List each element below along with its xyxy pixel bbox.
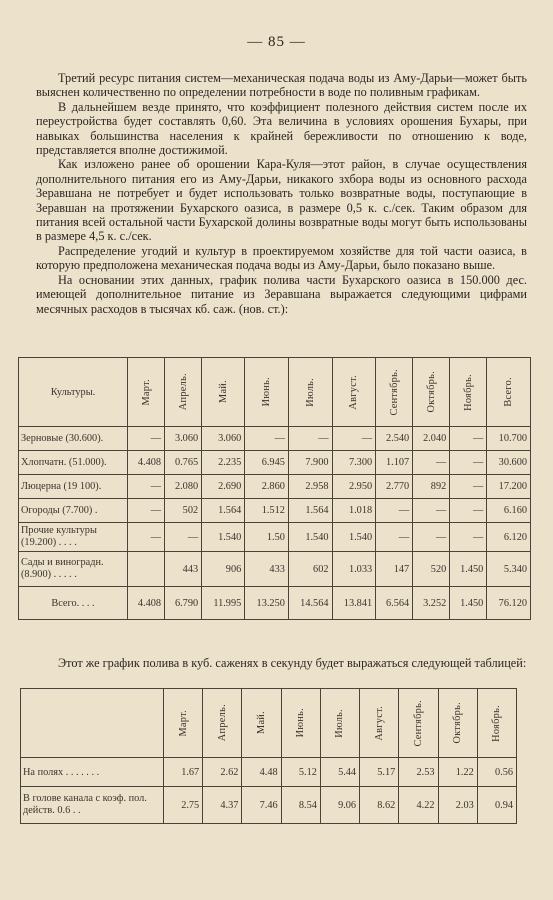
table-cell: —	[376, 523, 413, 552]
table-cell: 4.37	[203, 787, 242, 824]
column-header: Сентябрь.	[399, 689, 438, 758]
column-header: Май.	[242, 689, 281, 758]
column-header: Август.	[332, 358, 376, 427]
page-number: — 85 —	[247, 34, 306, 50]
table-row	[19, 427, 531, 451]
row-label: Люцерна (19 100).	[19, 475, 128, 499]
table-cell: 1.540	[288, 523, 332, 552]
table-cell: 0.765	[165, 451, 202, 475]
table-cell: 2.958	[288, 475, 332, 499]
table-row	[19, 451, 531, 475]
table-row	[21, 787, 517, 824]
table-corner-header: Культуры.	[19, 358, 128, 427]
row-label: Сады и виноградн. (8.900) . . . . .	[19, 552, 128, 587]
table-cell: 6.790	[165, 587, 202, 620]
table-cell: 5.17	[360, 758, 399, 787]
table-cell: 2.950	[332, 475, 376, 499]
table-cell: 13.250	[245, 587, 289, 620]
table-cell: 7.300	[332, 451, 376, 475]
table-cell: 6.120	[487, 523, 531, 552]
table-cell: 7.46	[242, 787, 281, 824]
table-row	[19, 499, 531, 523]
paragraph: На основании этих данных, график полива части Бухарского оазиса в 150.000 дес. имеющей дополнительное питание из Зеравшана выражается следующими цифрами месячных расходов в тысячах кб. саж. (нов. ст.):	[36, 272, 527, 316]
table-cell: 2.75	[164, 787, 203, 824]
table-cell: 5.44	[320, 758, 359, 787]
table-cell: 8.54	[281, 787, 320, 824]
table-cell: 443	[165, 552, 202, 587]
table-cell: 1.67	[164, 758, 203, 787]
table-cell: —	[413, 451, 450, 475]
irrigation-volume-table	[18, 357, 531, 620]
column-header: Июль.	[288, 358, 332, 427]
table-cell: —	[128, 523, 165, 552]
table-cell: 502	[165, 499, 202, 523]
table-cell: 4.408	[128, 451, 165, 475]
table-cell: 10.700	[487, 427, 531, 451]
table-cell: 3.060	[202, 427, 245, 451]
table-cell: —	[245, 427, 289, 451]
table-cell: 2.690	[202, 475, 245, 499]
table-cell	[128, 552, 165, 587]
table-cell: 6.945	[245, 451, 289, 475]
table-cell: —	[413, 523, 450, 552]
table-cell: 30.600	[487, 451, 531, 475]
table-cell: 1.540	[332, 523, 376, 552]
table-cell: 2.080	[165, 475, 202, 499]
table-row	[19, 552, 531, 587]
table-cell: 1.50	[245, 523, 289, 552]
column-header: Апрель.	[203, 689, 242, 758]
table-cell: 0.94	[477, 787, 516, 824]
paragraph: Как изложено ранее об орошении Кара-Куля—этот район, в случае осуществления дополнительного питания его из Аму-Дарьи, никакого зхбора воды из основного расхода Зеравшана не потребует и будет использовать только возвратные воды, поступающие в Зеравшан на протяжении Бухарского оазиса, в размере 0,5 к. с./сек. Таким образом для питания всей остальной части Бухарской долины возвратные воды могут быть использованы в размере 4,5 к. с./сек.	[36, 157, 527, 244]
table-row	[19, 475, 531, 499]
table-cell: 4.22	[399, 787, 438, 824]
table-cell: 1.450	[450, 587, 487, 620]
table-cell: —	[288, 427, 332, 451]
table-cell: 1.540	[202, 523, 245, 552]
table-cell: —	[450, 523, 487, 552]
row-label: Зерновые (30.600).	[19, 427, 128, 451]
row-label: Прочие культуры (19.200) . . . .	[19, 523, 128, 552]
table-cell: —	[450, 475, 487, 499]
column-header: Всего.	[487, 358, 531, 427]
row-label: Хлопчатн. (51.000).	[19, 451, 128, 475]
table-cell: 11.995	[202, 587, 245, 620]
table-cell: 6.564	[376, 587, 413, 620]
column-header: Май.	[202, 358, 245, 427]
column-header: Октябрь.	[413, 358, 450, 427]
table-total-row	[19, 587, 531, 620]
table-cell: 76.120	[487, 587, 531, 620]
column-header: Март.	[128, 358, 165, 427]
table-cell: 1.107	[376, 451, 413, 475]
table-cell: —	[413, 499, 450, 523]
table-cell: 14.564	[288, 587, 332, 620]
paragraph: Распределение угодий и культур в проектируемом хозяйстве для той части оазиса, в которую предположена механическая подача воды из Аму-Дарьи, было показано выше.	[36, 243, 527, 273]
column-header: Ноябрь.	[477, 689, 516, 758]
table-cell: 433	[245, 552, 289, 587]
table-cell: 2.235	[202, 451, 245, 475]
table-cell: 520	[413, 552, 450, 587]
table-cell: —	[450, 427, 487, 451]
table-cell: 1.512	[245, 499, 289, 523]
table-cell: 1.564	[288, 499, 332, 523]
table-row	[19, 523, 531, 552]
body-text	[36, 71, 527, 316]
row-label: На полях . . . . . . .	[21, 758, 164, 787]
column-header: Октябрь.	[438, 689, 477, 758]
column-header: Июнь.	[281, 689, 320, 758]
table-cell: 1.22	[438, 758, 477, 787]
table-cell: 7.900	[288, 451, 332, 475]
table-cell: 2.770	[376, 475, 413, 499]
table-header-row	[19, 358, 531, 427]
column-header: Август.	[360, 689, 399, 758]
irrigation-rate-table	[20, 688, 517, 824]
table-cell: 4.48	[242, 758, 281, 787]
table-cell: 8.62	[360, 787, 399, 824]
table-cell: 5.340	[487, 552, 531, 587]
table-cell: 906	[202, 552, 245, 587]
paragraph: В дальнейшем везде принято, что коэффициент полезного действия систем после их переустройства будет составлять 0,60. Эта величина в условиях орошения Бухары, при навыках большинства населения к крайней бережливости по отношению к воде, представляется вполне достижимой.	[36, 99, 527, 158]
table-cell: 3.060	[165, 427, 202, 451]
table-cell: —	[450, 499, 487, 523]
table-cell: 9.06	[320, 787, 359, 824]
table2-caption: Этот же график полива в куб. саженях в секунду будет выражаться следующей таблицей:	[58, 656, 527, 670]
table-cell: —	[128, 499, 165, 523]
table-cell: 1.450	[450, 552, 487, 587]
table-row	[21, 758, 517, 787]
table-cell: —	[450, 451, 487, 475]
table-cell: —	[128, 475, 165, 499]
table-cell: 2.040	[413, 427, 450, 451]
row-label: Всего. . . .	[19, 587, 128, 620]
column-header: Июнь.	[245, 358, 289, 427]
table-cell: 1.564	[202, 499, 245, 523]
table-cell: 2.860	[245, 475, 289, 499]
table-cell: 602	[288, 552, 332, 587]
table-cell: 4.408	[128, 587, 165, 620]
column-header: Сентябрь.	[376, 358, 413, 427]
table-cell: 1.033	[332, 552, 376, 587]
column-header: Март.	[164, 689, 203, 758]
column-header: Ноябрь.	[450, 358, 487, 427]
row-label: В голове канала с коэф. пол. действ. 0.6 . .	[21, 787, 164, 824]
table-cell: 13.841	[332, 587, 376, 620]
row-label: Огороды (7.700) .	[19, 499, 128, 523]
column-header: Июль.	[320, 689, 359, 758]
table-cell: 2.53	[399, 758, 438, 787]
table-cell: 3.252	[413, 587, 450, 620]
table-header-row	[21, 689, 517, 758]
table-cell: —	[332, 427, 376, 451]
paragraph: Третий ресурс питания систем—механическая подача воды из Аму-Дарьи—может быть выяснен количественно по определении потребности в воде по поливным графикам.	[36, 71, 527, 100]
column-header: Апрель.	[165, 358, 202, 427]
table-cell: —	[165, 523, 202, 552]
table-cell: 5.12	[281, 758, 320, 787]
table-cell: 1.018	[332, 499, 376, 523]
table-cell: —	[376, 499, 413, 523]
table-cell: 147	[376, 552, 413, 587]
table-corner-header	[21, 689, 164, 758]
table-cell: 2.62	[203, 758, 242, 787]
table-cell: 0.56	[477, 758, 516, 787]
table-cell: 6.160	[487, 499, 531, 523]
table-cell: 2.540	[376, 427, 413, 451]
table-cell: 17.200	[487, 475, 531, 499]
table-cell: —	[128, 427, 165, 451]
table-cell: 892	[413, 475, 450, 499]
table-cell: 2.03	[438, 787, 477, 824]
